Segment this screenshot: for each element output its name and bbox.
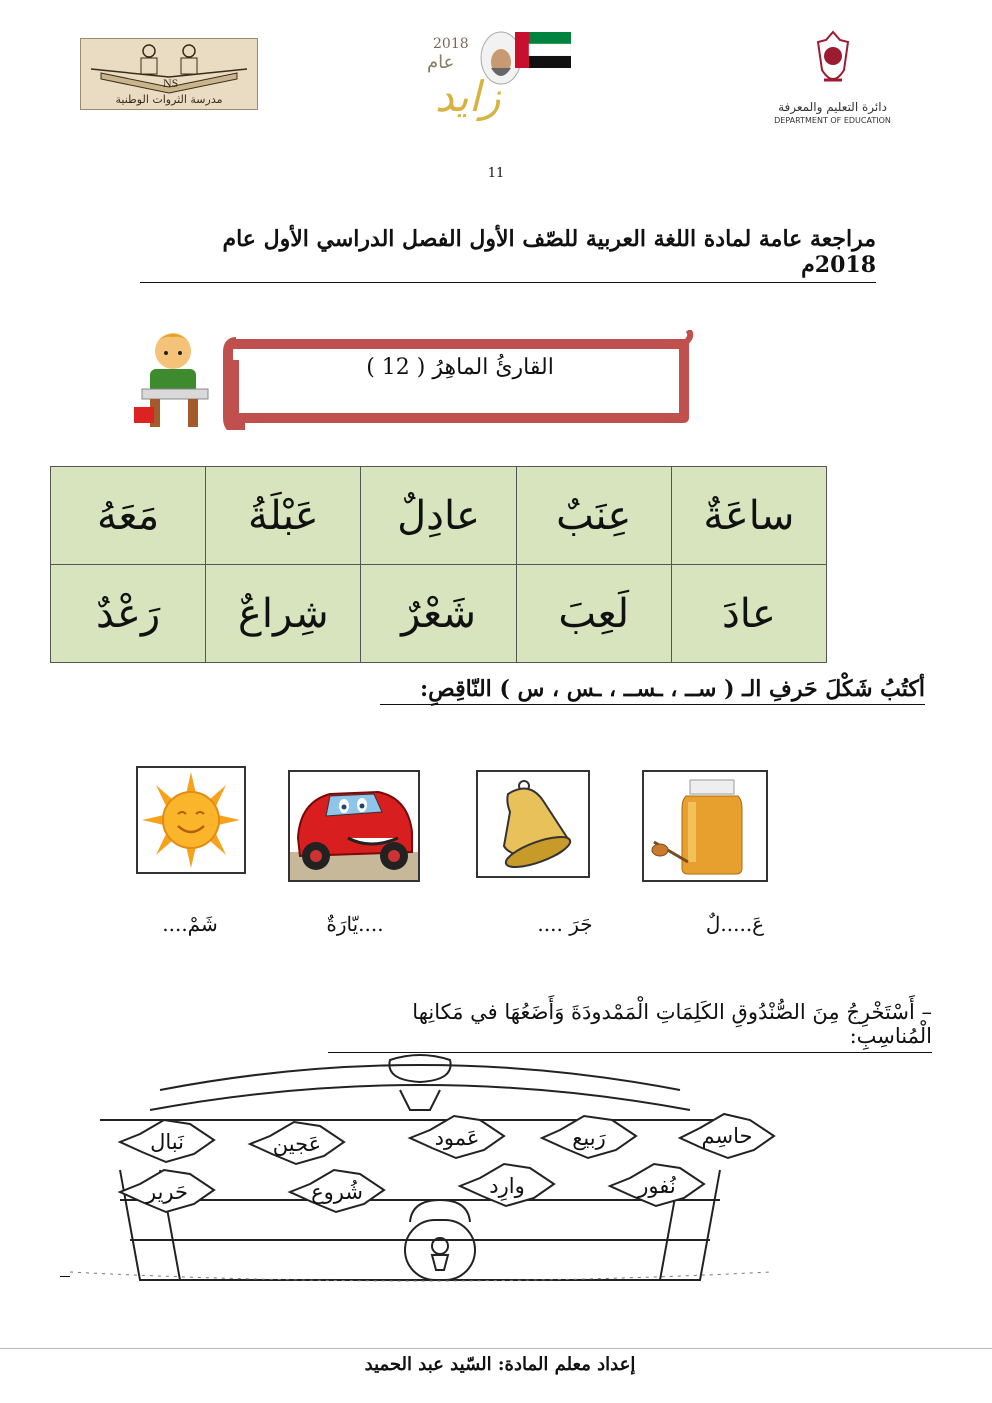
sun-picture bbox=[136, 766, 246, 874]
bell-icon bbox=[478, 772, 588, 876]
fill-word-2: جَرَ .... bbox=[537, 912, 593, 936]
chest-word: عَجين bbox=[272, 1132, 322, 1156]
table-cell: عادَ bbox=[671, 565, 826, 663]
table-row bbox=[51, 565, 827, 663]
chest-word: رَبيع bbox=[572, 1126, 606, 1150]
banner-title bbox=[240, 355, 680, 380]
zayed-logo-word: عام bbox=[427, 52, 455, 73]
exercise1-instruction: أكتُبُ شَكْلَ حَرفِ الـ ( ســ ، ـســ ، ـس ، س ) النّاقِصِ: bbox=[380, 676, 925, 705]
footer-credit: إعداد معلم المادة: السّيد عبد الحميد bbox=[364, 1354, 636, 1375]
banner-scroll bbox=[222, 330, 694, 430]
chest-word: نَبال bbox=[150, 1130, 184, 1154]
banner-label: القارئُ الماهِرُ bbox=[432, 355, 554, 380]
school-logo bbox=[80, 38, 258, 110]
exercise2-instruction: – أَسْتَخْرِجُ مِنَ الصُّنْدُوقِ الكَلِمَاتِ الْمَمْدودَةَ وَأَضَعُهَا في مَكانِها الْمُناسِبِ: bbox=[328, 1000, 932, 1053]
table-row bbox=[51, 467, 827, 565]
emblem-icon bbox=[810, 30, 856, 94]
table-cell: عادِلٌ bbox=[361, 467, 516, 565]
chest-word: نُفور bbox=[638, 1174, 676, 1198]
school-initials: NS bbox=[163, 76, 179, 90]
year-of-zayed-logo bbox=[415, 28, 575, 121]
zayed-logo-year: 2018 bbox=[433, 36, 469, 52]
table-cell: مَعَهُ bbox=[51, 467, 206, 565]
table-cell: عَبْلَةُ bbox=[206, 467, 361, 565]
footer-divider bbox=[0, 1348, 992, 1349]
chest-word: شُروع bbox=[311, 1180, 363, 1204]
table-cell: شِراعٌ bbox=[206, 565, 361, 663]
table-cell: ساعَةٌ bbox=[671, 467, 826, 565]
sun-icon bbox=[138, 768, 244, 872]
chest-word: حَرير bbox=[146, 1180, 188, 1204]
divider bbox=[60, 1276, 70, 1277]
chest-word: حاسِم bbox=[701, 1124, 753, 1148]
word-table bbox=[50, 466, 827, 663]
reading-boy-icon bbox=[128, 325, 218, 435]
banner-number: ( 12 ) bbox=[366, 355, 426, 380]
car-picture bbox=[288, 770, 420, 882]
page-title: مراجعة عامة لمادة اللغة العربية للصّف الأول الفصل الدراسي الأول عام 2018م bbox=[140, 226, 876, 283]
table-cell: شَعْرٌ bbox=[361, 565, 516, 663]
race-car-icon bbox=[290, 772, 418, 880]
chest-word: وارِد bbox=[489, 1174, 525, 1198]
bell-picture bbox=[476, 770, 590, 878]
zayed-logo-name: زايد bbox=[435, 72, 501, 121]
department-of-education-logo bbox=[770, 30, 895, 130]
school-name: مدرسة الثروات الوطنية bbox=[115, 93, 223, 106]
treasure-chest bbox=[60, 1050, 780, 1310]
uae-flag-icon bbox=[515, 32, 571, 72]
fill-word-3: ....يّارَةٌ bbox=[326, 912, 384, 936]
chest-word: عَمود bbox=[434, 1126, 480, 1150]
fill-word-1: عَ.....لٌ bbox=[705, 912, 765, 936]
department-name-ar: دائرة التعليم والمعرفة bbox=[778, 100, 887, 114]
honey-picture bbox=[642, 770, 768, 882]
honey-jar-icon bbox=[644, 772, 766, 880]
fill-word-4: شَمْ.... bbox=[162, 912, 218, 936]
department-name-en: DEPARTMENT OF EDUCATION bbox=[774, 116, 891, 125]
table-cell: عِنَبٌ bbox=[516, 467, 671, 565]
table-cell: رَعْدٌ bbox=[51, 565, 206, 663]
page-number: 11 bbox=[487, 166, 505, 181]
table-cell: لَعِبَ bbox=[516, 565, 671, 663]
